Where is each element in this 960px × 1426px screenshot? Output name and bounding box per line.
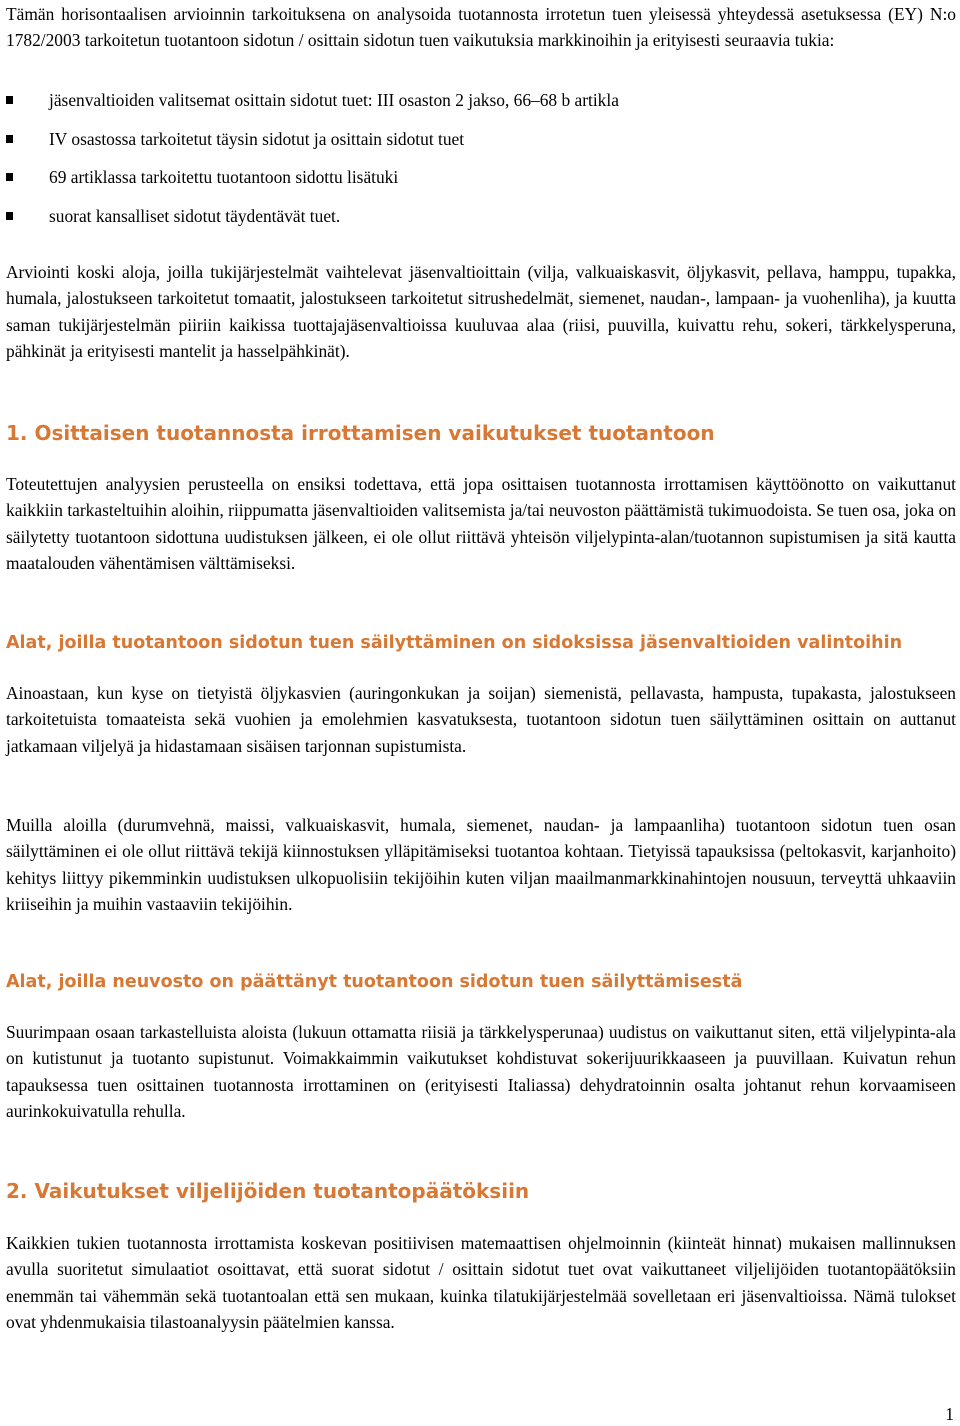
section-1-heading [6,419,715,447]
section-title: Osittaisen tuotannosta irrottamisen vaikutukset tuotantoon [34,421,715,445]
subheading-member-state-choices: Alat, joilla tuotantoon sidotun tuen säilyttäminen on sidoksissa jäsenvaltioiden valintoihin [6,633,903,653]
intro-paragraph: Tämän horisontaalisen arvioinnin tarkoituksena on analysoida tuotannosta irrotetun tuen yleisessä yhteydessä asetuksessa (EY) N:o 1782/2003 tarkoitetun tuotantoon sidotun / osittain sidotun tuen vaikutuksia markkinoihin ja erityisesti seuraavia tukia: [6,4,956,51]
square-bullet-icon [6,173,13,181]
square-bullet-icon [6,135,13,143]
support-types-list [6,87,956,233]
subsection-2-paragraph: Suurimpaan osaan tarkastelluista aloista (lukuun ottamatta riisiä ja tärkkelysperunaa) uudistus on vaikuttanut siten, että viljelypinta-ala on kutistunut ja tuotanto supistunut. Voimakkaimmin vaikutukset kohdistuvat sokerijuurikkaaseen ja puuvillaan. Kuivatun rehun tapauksessa tuen osittainen tuotannosta irrottaminen on (erityisesti Italiassa) dehydratoinnin osalta johtanut rehun korvaamiseen aurinkokuivatulla rehulla. [6,1022,956,1121]
section-2-heading [6,1177,529,1205]
subsection-1-paragraph-a: Ainoastaan, kun kyse on tietyistä öljykasvien (auringonkukan ja soijan) siemenistä, pellavasta, hampusta, tupakasta, jalostukseen tarkoitetuista tomaateista sekä vuohien ja emolehmien kasvatuksesta, tuotantoon sidotun tuen säilyttäminen osittain on auttanut jatkamaan viljelyä ja hidastamaan sisäisen tarjonnan supistumista. [6,683,956,756]
square-bullet-icon [6,212,13,220]
subheading-council-decision: Alat, joilla neuvosto on päättänyt tuotantoon sidotun tuen säilyttämisestä [6,972,743,992]
list-item-text: jäsenvaltioiden valitsemat osittain sidotut tuet: III osaston 2 jakso, 66–68 b artikla [49,90,619,110]
list-item [6,164,956,203]
section-1-paragraph: Toteutettujen analyysien perusteella on ensiksi todettava, että jopa osittaisen tuotannosta irrottamisen käyttöönotto on vaikuttanut kaikkiin tarkasteltuihin aloihin, riippumatta jäsenvaltioiden valitsemista ja/tai neuvoston päättämistä tukimuodoista. Se tuen osa, joka on säilytetty tuotantoon sidottuna uudistuksen jälkeen, ei ole ollut riittävä yhteisön viljelypinta-alan/tuotannon supistumisen ja sitä kautta maatalouden vähentämisen välttämiseksi. [6,474,957,573]
list-item [6,126,956,165]
section-title: Vaikutukset viljelijöiden tuotantopäätöksiin [34,1179,530,1203]
scope-paragraph: Arviointi koski aloja, joilla tukijärjestelmät vaihtelevat jäsenvaltioittain (vilja, valkuaiskasvit, öljykasvit, pellava, hamppu, tupakka, humala, jalostukseen tarkoitetut tomaatit, jalostukseen tarkoitetut sitrushedelmät, siemenet, naudan-, lampaan- ja vuohenliha), ja kuutta saman tukijärjestelmän piiriin kaikissa tuottajajäsenvaltioissa kuuluvaa alaa (riisi, puuvilla, kuivattu rehu, sokeri, tärkkelysperuna, pähkinät ja erityisesti mantelit ja hasselpähkinät). [6,262,956,361]
list-item-text: suorat kansalliset sidotut täydentävät tuet. [49,205,341,226]
list-item-text: 69 artiklassa tarkoitettu tuotantoon sidottu lisätuki [49,167,399,187]
list-item [6,87,956,126]
list-item [6,203,956,233]
page-number: 1 [945,1404,954,1424]
section-number: 2. [6,1179,28,1203]
section-number: 1. [6,421,28,445]
list-item-text: IV osastossa tarkoitetut täysin sidotut ja osittain sidotut tuet [49,128,465,149]
section-2-paragraph: Kaikkien tukien tuotannosta irrottamista koskevan positiivisen matemaattisen ohjelmoinnin (kiinteät hinnat) mukaisen mallinnuksen avulla suoritetut simulaatiot osoittavat, että suorat sidotut / osittain sidotut tuet ovat vaikuttaneet viljelijöiden tuotantopäätöksiin enemmän tai vähemmän sekä tuotantoalan että sen mukaan, kuinka tilatukijärjestelmää sovelletaan eri jäsenvaltioissa. Nämä tulokset ovat yhdenmukaisia tilastoanalyysin päätelmien kanssa. [6,1233,956,1332]
subsection-1-paragraph-b: Muilla aloilla (durumvehnä, maissi, valkuaiskasvit, humala, siemenet, naudan- ja lampaanliha) tuotantoon sidotun tuen osan säilyttäminen ei ole ollut riittävä tekijä kiinnostuksen ylläpitämiseksi tuotantoa kohtaan. Tietyissä tapauksissa (peltokasvit, karjanhoito) kehitys liittyy pikemminkin uudistuksen ulkopuolisiin tekijöihin kuten viljan maailmanmarkkinahintojen nousuun, terveyttä uhkaaviin kriiseihin ja muihin vastaaviin tekijöihin. [6,815,956,914]
square-bullet-icon [6,96,13,104]
